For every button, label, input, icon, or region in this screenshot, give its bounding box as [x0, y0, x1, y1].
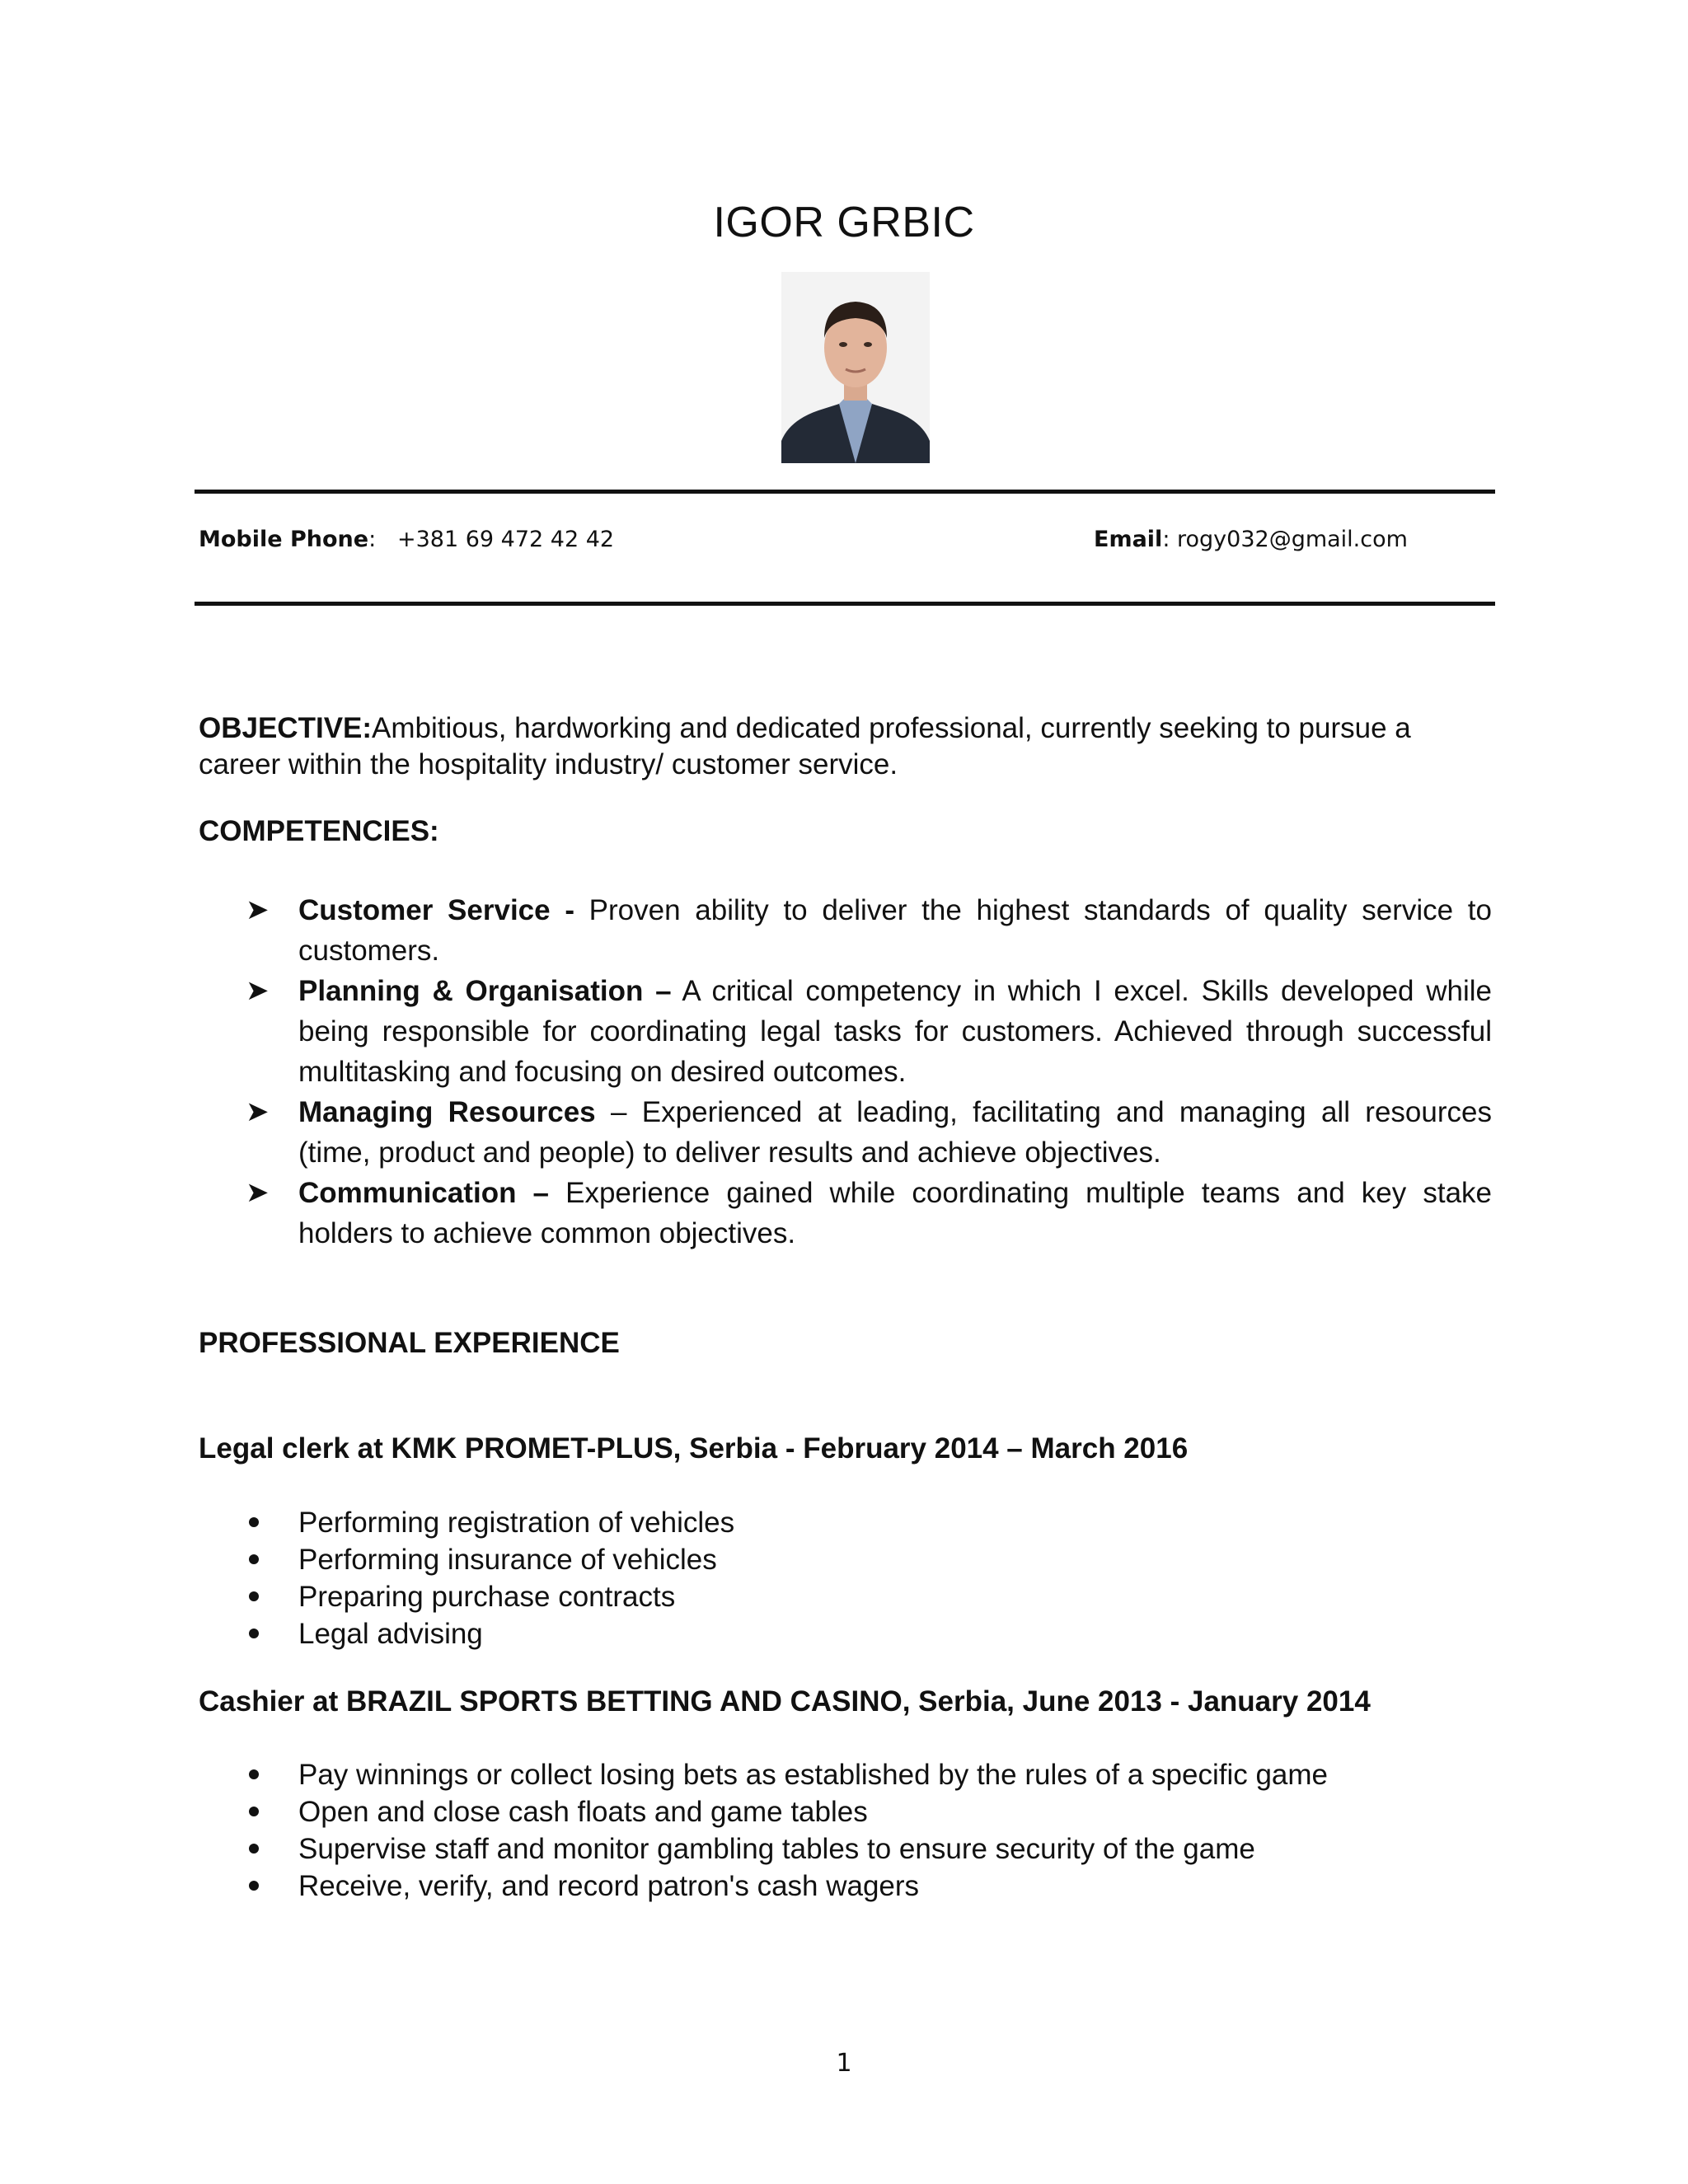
bullet-dot-icon	[249, 1629, 259, 1638]
competency-description: A critical competency in which I excel. Skills developed while being responsible for coordinating legal tasks for customers. Achieved through successful multitasking and focusing on desired outcomes.	[298, 975, 1492, 1088]
arrow-bullet-icon: ➤	[246, 894, 270, 926]
duty-text: Pay winnings or collect losing bets as established by the rules of a specific game	[298, 1759, 1328, 1791]
competency-text	[298, 971, 1492, 1092]
list-item	[0, 1615, 1688, 1652]
competency-text	[298, 890, 1492, 971]
bullet-dot-icon	[249, 1517, 259, 1527]
job-title: Legal clerk at KMK PROMET-PLUS, Serbia - February 2014 – March 2016	[199, 1432, 1189, 1465]
bullet-dot-icon	[249, 1554, 259, 1564]
phone-label: Mobile Phone	[199, 527, 369, 552]
bullet-dot-icon	[249, 1807, 259, 1816]
list-item	[0, 1793, 1688, 1830]
competency-title: Managing Resources	[298, 1096, 596, 1128]
arrow-bullet-icon: ➤	[246, 975, 270, 1006]
list-item	[0, 971, 1688, 1092]
phone-colon: :	[368, 527, 377, 552]
email-group	[1094, 525, 1408, 555]
competencies-heading: COMPETENCIES:	[199, 815, 439, 847]
list-item	[0, 1756, 1688, 1793]
objective-paragraph	[199, 710, 1494, 783]
duty-text: Open and close cash floats and game tables	[298, 1796, 868, 1828]
duty-text: Performing registration of vehicles	[298, 1507, 735, 1539]
list-item	[0, 1092, 1688, 1173]
duty-text: Performing insurance of vehicles	[298, 1544, 717, 1576]
duty-text: Receive, verify, and record patron's cash wagers	[298, 1870, 920, 1902]
list-item	[0, 1504, 1688, 1541]
list-item	[0, 890, 1688, 971]
duty-text: Legal advising	[298, 1618, 483, 1650]
phone-label-group	[199, 525, 376, 555]
competency-description: Experience gained while coordinating multiple teams and key stake holders to achieve common objectives.	[298, 1177, 1492, 1249]
phone-number: +381 69 472 42 42	[397, 527, 615, 552]
list-item	[0, 1541, 1688, 1578]
objective-label: OBJECTIVE:	[199, 712, 373, 744]
duty-text: Supervise staff and monitor gambling tables to ensure security of the game	[298, 1833, 1255, 1865]
list-item	[0, 1173, 1688, 1254]
duty-text: Preparing purchase contracts	[298, 1581, 676, 1613]
arrow-bullet-icon: ➤	[246, 1177, 270, 1208]
list-item	[0, 1830, 1688, 1868]
candidate-name: IGOR GRBIC	[713, 199, 975, 246]
profile-photo	[781, 272, 930, 463]
bottom-divider	[195, 602, 1495, 606]
competency-description: Proven ability to deliver the highest standards of quality service to customers.	[298, 894, 1492, 967]
bullet-dot-icon	[249, 1769, 259, 1779]
competencies-list	[0, 890, 1688, 1254]
competency-title: Communication –	[298, 1177, 550, 1209]
bullet-dot-icon	[249, 1881, 259, 1891]
list-item	[0, 1868, 1688, 1905]
experience-heading: PROFESSIONAL EXPERIENCE	[199, 1327, 620, 1359]
email-colon: :	[1162, 527, 1170, 552]
page-number: 1	[836, 2049, 852, 2078]
job-duties-list	[0, 1504, 1688, 1652]
competency-title: Planning & Organisation –	[298, 975, 672, 1007]
competency-description: – Experienced at leading, facilitating and managing all resources (time, product and people) to deliver results and achieve objectives.	[298, 1096, 1492, 1169]
objective-text: Ambitious, hardworking and dedicated professional, currently seeking to pursue a career within the hospitality industry/ customer service.	[199, 712, 1411, 780]
job-duties-list	[0, 1756, 1688, 1905]
list-item	[0, 1578, 1688, 1615]
job-title: Cashier at BRAZIL SPORTS BETTING AND CASINO, Serbia, June 2013 - January 2014	[199, 1685, 1371, 1718]
competency-title: Customer Service -	[298, 894, 574, 926]
arrow-bullet-icon: ➤	[246, 1096, 270, 1127]
top-divider	[195, 490, 1495, 494]
bullet-dot-icon	[249, 1844, 259, 1854]
email-address: rogy032@gmail.com	[1177, 527, 1408, 552]
email-label: Email	[1094, 527, 1163, 552]
competency-text	[298, 1173, 1492, 1254]
competency-text	[298, 1092, 1492, 1173]
bullet-dot-icon	[249, 1591, 259, 1601]
